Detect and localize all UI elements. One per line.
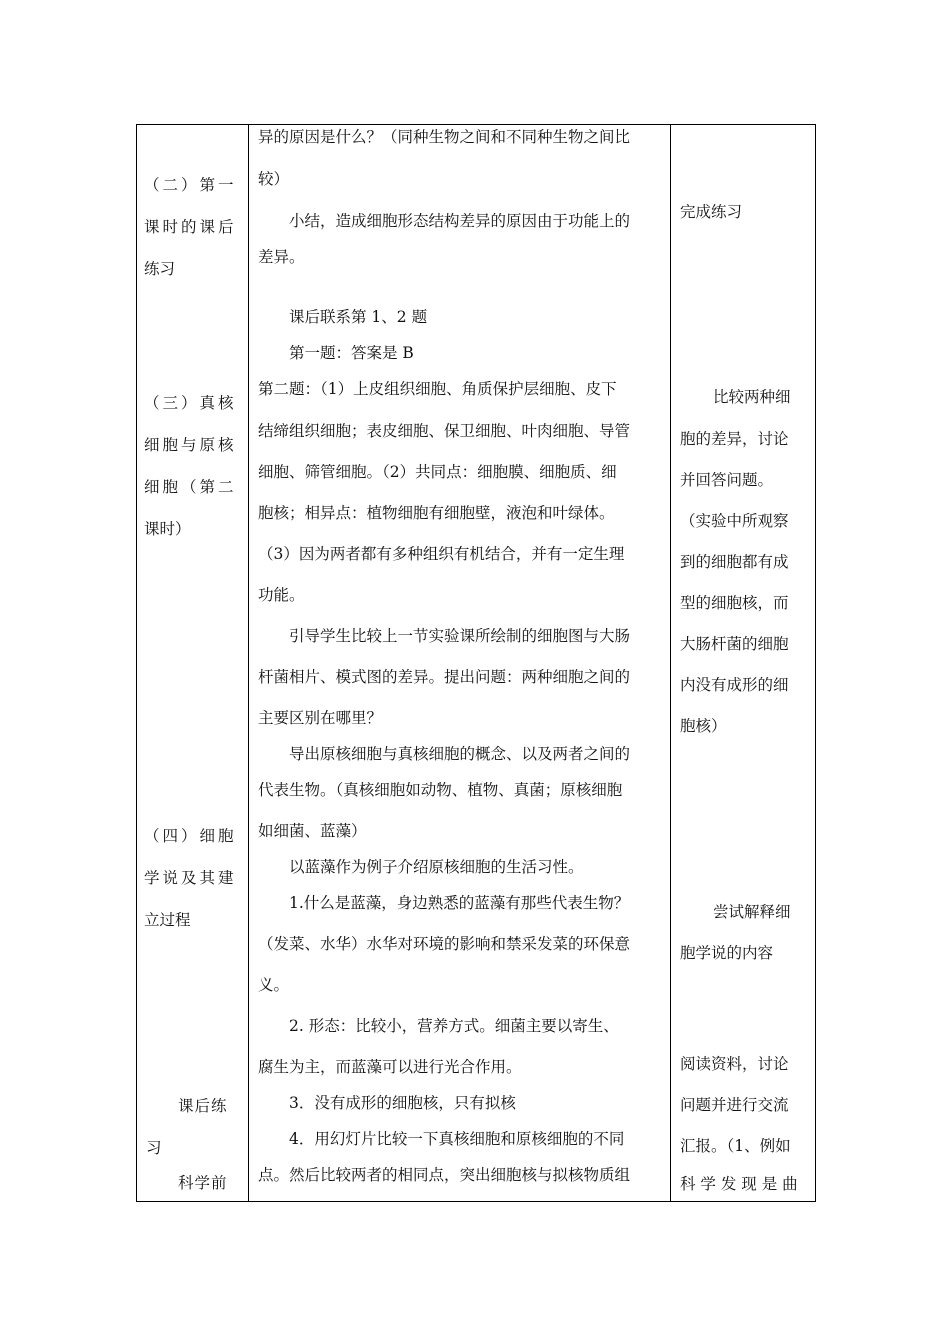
activity-line: 型的细胞核，而	[680, 594, 789, 612]
content-line: 导出原核细胞与真核细胞的概念、以及两者之间的	[289, 745, 631, 763]
stage-heading: 细胞（第二	[144, 478, 237, 496]
content-line: 异的原因是什么？（同种生物之间和不同种生物之间比	[258, 128, 631, 146]
stage-heading: 课后练	[178, 1097, 228, 1115]
content-line: 3．没有成形的细胞核，只有拟核	[289, 1094, 516, 1112]
activity-line: 完成练习	[680, 203, 743, 221]
activity-line: 问题并进行交流	[680, 1096, 789, 1114]
activity-line: 内没有成形的细	[680, 676, 789, 694]
activity-line: 到的细胞都有成	[680, 553, 789, 571]
content-line: 小结，造成细胞形态结构差异的原因由于功能上的	[289, 212, 631, 230]
activity-line: 胞的差异，讨论	[680, 430, 789, 448]
activity-line: 胞核）	[680, 717, 727, 735]
stage-heading: 细胞与原核	[144, 436, 237, 454]
stage-heading: 学说及其建	[144, 869, 237, 887]
activity-line: 胞学说的内容	[680, 944, 774, 962]
content-line: 4．用幻灯片比较一下真核细胞和原核细胞的不同	[289, 1130, 625, 1148]
column-divider	[670, 125, 671, 1201]
content-line: 义。	[258, 976, 290, 994]
activity-line: 阅读资料，讨论	[680, 1055, 789, 1073]
content-line: 引导学生比较上一节实验课所绘制的细胞图与大肠	[289, 627, 631, 645]
content-line: 课后联系第 1、2 题	[289, 308, 428, 326]
content-line: 以蓝藻作为例子介绍原核细胞的生活习性。	[289, 858, 584, 876]
content-line: （发菜、水华）水华对环境的影响和禁采发菜的环保意	[258, 935, 631, 953]
stage-heading: （四）细胞	[144, 827, 237, 845]
stage-heading: 课时）	[144, 520, 191, 538]
content-line: 第一题：答案是 B	[289, 344, 414, 362]
content-line: 如细菌、蓝藻）	[258, 822, 367, 840]
content-line: 1.什么是蓝藻，身边熟悉的蓝藻有那些代表生物？	[289, 894, 630, 912]
stage-heading: 立过程	[144, 911, 191, 929]
content-line: 胞核；相异点：植物细胞有细胞壁，液泡和叶绿体。	[258, 504, 615, 522]
activity-line: 尝试解释细	[713, 903, 791, 921]
content-line: （3）因为两者都有多种组织有机结合，并有一定生理	[258, 545, 625, 563]
content-line: 2. 形态：比较小，营养方式。细菌主要以寄生、	[289, 1017, 619, 1035]
content-line: 主要区别在哪里？	[258, 709, 383, 727]
content-line: 较）	[258, 170, 290, 188]
content-line: 差异。	[258, 248, 305, 266]
content-line: 代表生物。（真核细胞如动物、植物、真菌；原核细胞	[258, 781, 623, 799]
stage-heading: 科学前	[178, 1174, 228, 1192]
content-line: 结缔组织细胞；表皮细胞、保卫细胞、叶肉细胞、导管	[258, 422, 631, 440]
activity-line: 科 学 发 现 是 曲	[680, 1175, 798, 1193]
stage-heading: 练习	[144, 260, 176, 278]
content-line: 杆菌相片、模式图的差异。提出问题：两种细胞之间的	[258, 668, 631, 686]
content-line: 腐生为主，而蓝藻可以进行光合作用。	[258, 1058, 522, 1076]
activity-line: 汇报。（1、例如	[680, 1137, 791, 1155]
stage-heading: 习	[146, 1139, 162, 1157]
content-line: 功能。	[258, 586, 305, 604]
activity-line: 比较两种细	[713, 388, 791, 406]
content-line: 第二题：（1）上皮组织细胞、角质保护层细胞、皮下	[258, 380, 617, 398]
stage-heading: （三）真核	[144, 394, 237, 412]
activity-line: 并回答问题。	[680, 471, 774, 489]
stage-heading: 课时的课后	[144, 218, 237, 236]
stage-heading: （二）第一	[144, 176, 237, 194]
content-line: 点。然后比较两者的相同点，突出细胞核与拟核物质组	[258, 1166, 631, 1184]
content-line: 细胞、筛管细胞。（2）共同点：细胞膜、细胞质、细	[258, 463, 617, 481]
activity-line: 大肠杆菌的细胞	[680, 635, 789, 653]
activity-line: （实验中所观察	[680, 512, 789, 530]
column-divider	[248, 125, 249, 1201]
